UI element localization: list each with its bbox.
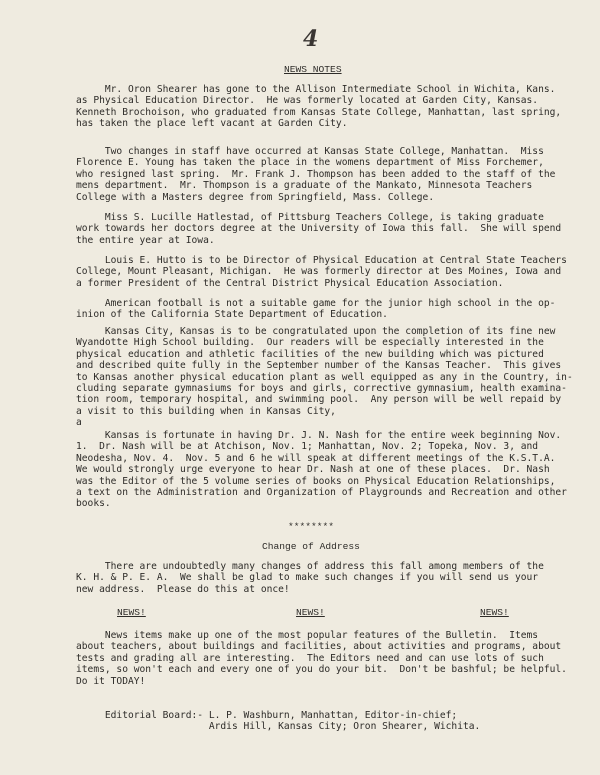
change-of-address-title: Change of Address bbox=[262, 541, 360, 552]
paragraph-wyandotte: Kansas City, Kansas is to be congratulated upon the completion of its fine new Wyandotte High School building. Our readers will be especially interested in the physical education and athletic facilities of the new building which was pictured and described quite fully in the September number of the Kansas Teacher. This gives to Kansas another physical education plant as well equipped as any in the Country, in- cluding separate gymnasiums for boys and girls, corrective gymnasium, health examina- tion room, temporary hospital, and swimming pool. Any person will be well repaid by a visit to this building when in Kansas City, a bbox=[76, 326, 573, 429]
paragraph-hatlestad: Miss S. Lucille Hatlestad, of Pittsburg Teachers College, is taking graduate work towards her doctors degree at the University of Iowa this fall. She will spend the entire year at Iowa. bbox=[76, 212, 562, 246]
paragraph-hutto: Louis E. Hutto is to be Director of Physical Education at Central State Teachers College, Mount Pleasant, Michigan. He was formerly director at Des Moines, Iowa and a former President of the Central District Physical Education Association. bbox=[76, 255, 567, 289]
news-label-right: NEWS! bbox=[480, 607, 509, 618]
editorial-board: Editorial Board:- L. P. Washburn, Manhattan, Editor-in-chief; Ardis Hill, Kansas City; Oron Shearer, Wichita. bbox=[104, 710, 481, 733]
paragraph-shearer: Mr. Oron Shearer has gone to the Allison Intermediate School in Wichita, Kans. as Physical Education Director. He was formerly located at Garden City, Kansas. Kenneth Brochoison, who graduated from Kansas State College, Manhattan, last spring, has taken the place left vacant at Garden City. bbox=[76, 84, 562, 130]
news-label-center: NEWS! bbox=[296, 607, 325, 618]
page-number: 4 bbox=[303, 26, 319, 52]
paragraph-football: American football is not a suitable game for the junior high school in the op- inion of the California State Department of Education. bbox=[76, 298, 556, 321]
page-heading: NEWS NOTES bbox=[284, 64, 342, 75]
news-items-paragraph: News items make up one of the most popular features of the Bulletin. Items about teachers, about buildings and facilities, about activities and programs, about tests and grading all are interesting. The Editors need and can use lots of such items, so won't each and every one of you do your bit. Don't be bashful; be helpful. Do it TODAY! bbox=[76, 630, 567, 687]
news-label-left: NEWS! bbox=[117, 607, 146, 618]
paragraph-staff-changes: Two changes in staff have occurred at Kansas State College, Manhattan. Miss Florence E. Young has taken the place in the womens department of Miss Forchemer, who resigned last spring. Mr. Frank J. Thompson has been added to the staff of the mens department. Mr. Thompson is a graduate of the Mankato, Minnesota Teachers College with a Masters degree from Springfield, Mass. College. bbox=[76, 146, 556, 203]
paragraph-dr-nash: Kansas is fortunate in having Dr. J. N. Nash for the entire week beginning Nov. 1. Dr. Nash will be at Atchison, Nov. 1; Manhattan, Nov. 2; Topeka, Nov. 3, and Neodesha, Nov. 4. Nov. 5 and 6 he will speak at different meetings of the K.S.T.A. We would strongly urge everyone to hear Dr. Nash at one of these places. Dr. Nash was the Editor of the 5 volume series of books on Physical Education Relationships, a text on the Administration and Organization of Playgrounds and Recreation and other books. bbox=[76, 430, 567, 510]
section-separator: ******** bbox=[288, 521, 335, 532]
change-of-address-text: There are undoubtedly many changes of address this fall among members of the K. H. & P. E. A. We shall be glad to make such changes if you will send us your new address. Please do this at once! bbox=[76, 561, 544, 595]
